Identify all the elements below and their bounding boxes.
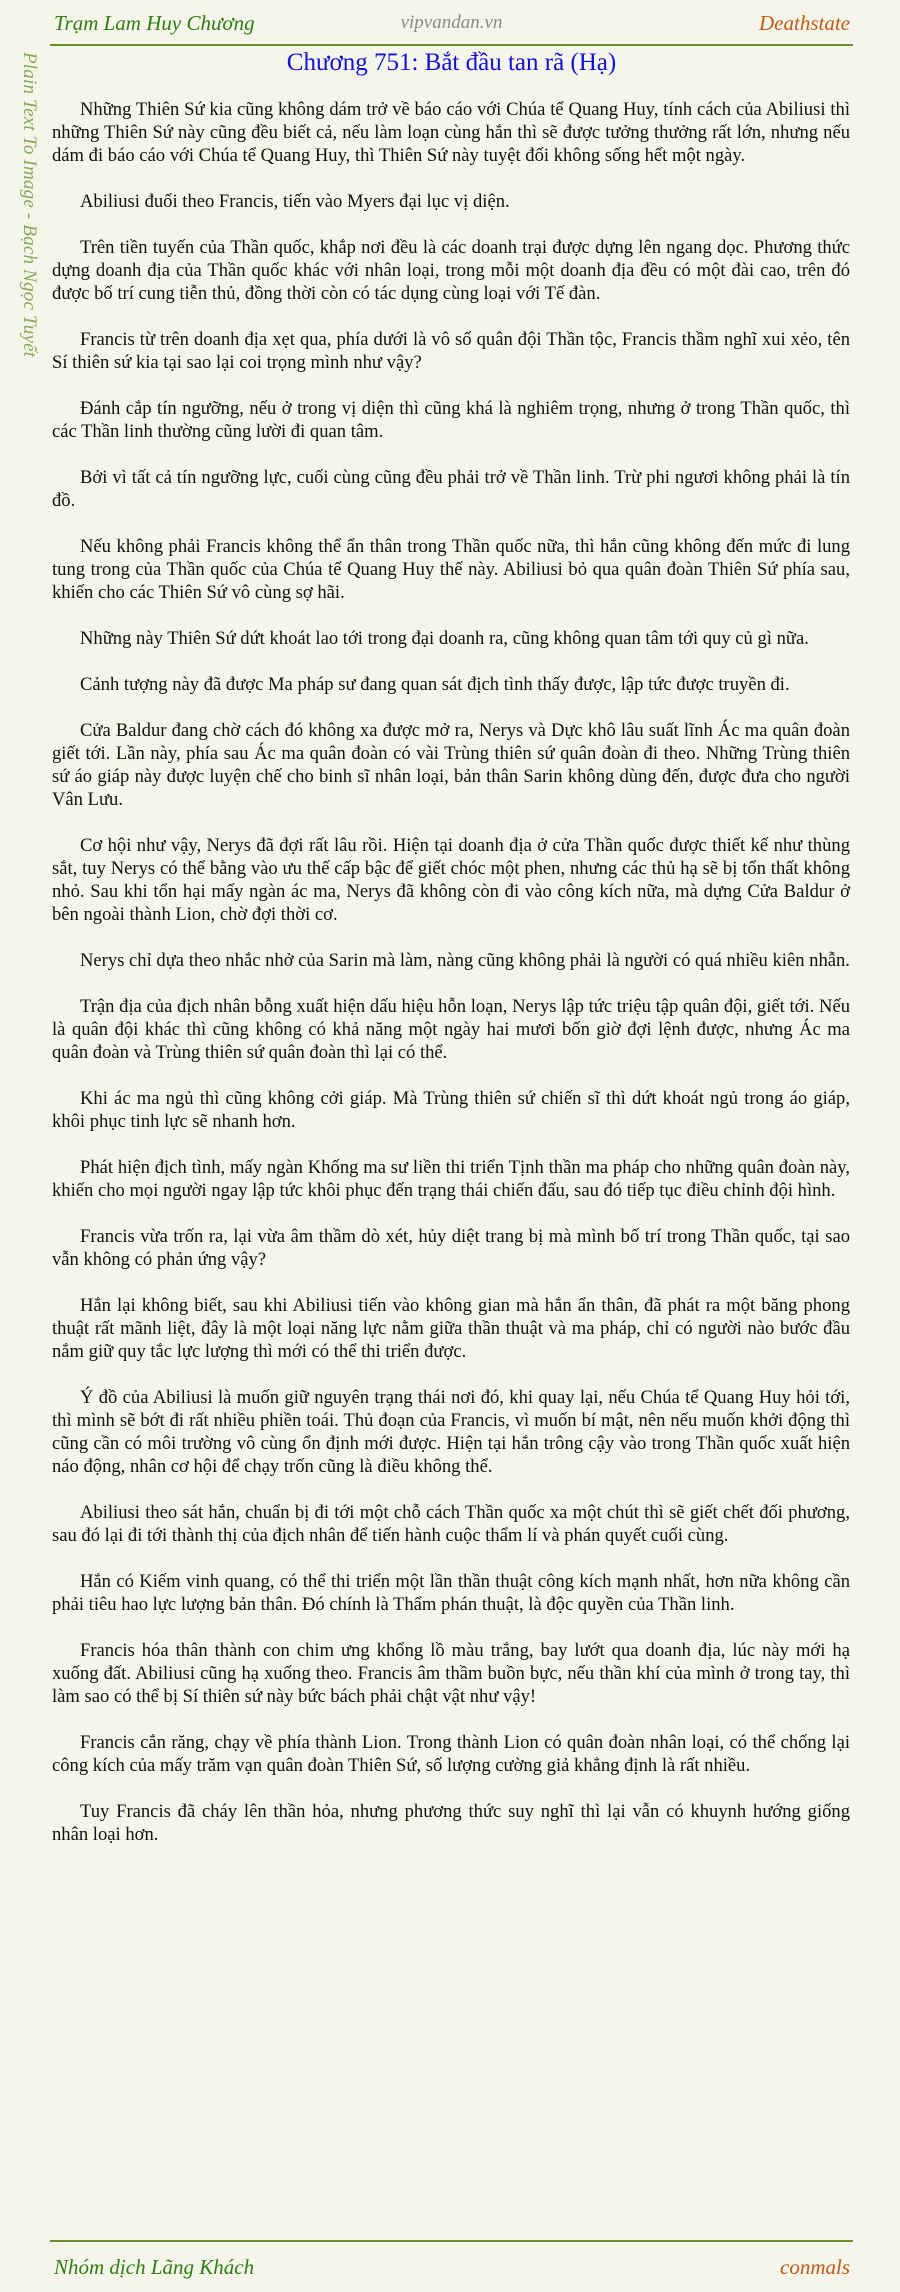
paragraph: Nerys chỉ dựa theo nhắc nhở của Sarin mà làm, nàng cũng không phải là người có quá nhiều kiên nhẫn.: [80, 950, 850, 971]
header-right-text: Deathstate: [759, 11, 850, 35]
sidebar-vertical-caption: Plain Text To Image - Bạch Ngọc Tuyết: [19, 52, 40, 358]
paragraph: Bởi vì tất cả tín ngưỡng lực, cuối cùng cũng đều phải trở về Thần linh. Trừ phi ngươi không phải là tín đồ.: [52, 467, 850, 511]
paragraph: Tuy Francis đã cháy lên thần hỏa, nhưng phương thức suy nghĩ thì lại vẫn có khuynh hướng giống nhân loại hơn.: [52, 1801, 850, 1845]
chapter-title: Chương 751: Bắt đầu tan rã (Hạ): [286, 49, 617, 76]
paragraph: Đánh cắp tín ngưỡng, nếu ở trong vị diện thì cũng khá là nghiêm trọng, nhưng ở trong Thần quốc, thì các Thần linh thường cũng lười đi quan tâm.: [52, 398, 850, 442]
paragraph: Trận địa của địch nhân bỗng xuất hiện dấu hiệu hỗn loạn, Nerys lập tức triệu tập quân đội, giết tới. Nếu là quân đội khác thì cũng không có khả năng một ngày hai mươi bốn giờ đợi lệnh được, nhưng Ác ma quân đoàn và Trùng thiên sứ quân đoàn thì lại có thể.: [52, 996, 850, 1063]
footer-right-text: conmals: [780, 2255, 850, 2279]
paragraph: Cảnh tượng này đã được Ma pháp sư đang quan sát địch tình thấy được, lập tức được truyền đi.: [80, 674, 790, 695]
paragraph: Khi ác ma ngủ thì cũng không cởi giáp. Mà Trùng thiên sứ chiến sĩ thì dứt khoát ngủ trong áo giáp, khôi phục tinh lực sẽ nhanh hơn.: [52, 1088, 850, 1132]
paragraph: Abiliusi đuổi theo Francis, tiến vào Myers đại lục vị diện.: [80, 191, 510, 212]
paragraph: Hắn lại không biết, sau khi Abiliusi tiến vào không gian mà hắn ẩn thân, đã phát ra một băng phong thuật rất mãnh liệt, đây là một loại năng lực nằm giữa thần thuật và ma pháp, chỉ có người nào bước đầu nắm giữ quy tắc lực lượng thì mới có thể thi triển được.: [52, 1295, 850, 1362]
page-footer: [50, 2240, 853, 2292]
header-left-text: Trạm Lam Huy Chương: [54, 11, 255, 35]
paragraph: Những này Thiên Sứ dứt khoát lao tới trong đại doanh ra, cũng không quan tâm tới quy củ gì nữa.: [80, 628, 809, 649]
paragraph: Phát hiện địch tình, mấy ngàn Khống ma sư liền thi triển Tịnh thần ma pháp cho những quân đoàn này, khiến cho mọi người ngay lập tức khôi phục đến trạng thái chiến đấu, sau đó tiếp tục điều chỉnh đội hình.: [52, 1157, 850, 1201]
footer-left-text: Nhóm dịch Lãng Khách: [54, 2255, 255, 2279]
paragraph: Hắn có Kiếm vinh quang, có thể thi triển một lần thần thuật công kích mạnh nhất, hơn nữa không cần phải tiêu hao lực lượng bản thân. Đó chính là Thẩm phán thuật, là độc quyền của Thần linh.: [52, 1571, 850, 1615]
paragraph: Trên tiền tuyến của Thần quốc, khắp nơi đều là các doanh trại được dựng lên ngang dọc. Phương thức dựng doanh địa của Thần quốc khác với nhân loại, trong mỗi một doanh địa đều có một đài cao, trên đó được bố trí cung tiễn thủ, đồng thời còn có tác dụng cùng loại với Tế đàn.: [52, 237, 850, 304]
paragraph: Cửa Baldur đang chờ cách đó không xa được mở ra, Nerys và Dực khô lâu suất lĩnh Ác ma quân đoàn giết tới. Lần này, phía sau Ác ma quân đoàn có vài Trùng thiên sứ quân đoàn đi theo. Những Trùng thiên sứ áo giáp này được luyện chế cho binh sĩ nhân loại, bản thân Sarin không dùng đến, được đưa cho người Vân Lưu.: [52, 720, 850, 810]
paragraph: Những Thiên Sứ kia cũng không dám trở về báo cáo với Chúa tể Quang Huy, tính cách của Abiliusi thì những Thiên Sứ này cũng đều biết cả, nếu làm loạn cùng hắn thì sẽ được tưởng thưởng rất lớn, nhưng nếu dám đi báo cáo với Chúa tể Quang Huy, thì Thiên Sứ này tuyệt đối không sống hết một ngày.: [52, 99, 850, 166]
paragraph: Francis từ trên doanh địa xẹt qua, phía dưới là vô số quân đội Thần tộc, Francis thầm nghĩ xui xẻo, tên Sí thiên sứ kia tại sao lại coi trọng mình như vậy?: [52, 329, 850, 373]
paragraph: Cơ hội như vậy, Nerys đã đợi rất lâu rồi. Hiện tại doanh địa ở cửa Thần quốc được thiết kế như thùng sắt, tuy Nerys có thể bằng vào ưu thế cấp bậc để giết chóc một phen, nhưng các thủ hạ sẽ bị tổn thất không nhỏ. Sau khi tổn hại mấy ngàn ác ma, Nerys đã không còn đi vào công kích nữa, mà dựng Cửa Baldur ở bên ngoài thành Lion, chờ đợi thời cơ.: [52, 835, 850, 925]
paragraph: Ý đồ của Abiliusi là muốn giữ nguyên trạng thái nơi đó, khi quay lại, nếu Chúa tể Quang Huy hỏi tới, thì mình sẽ bớt đi rất nhiều phiền toái. Thủ đoạn của Francis, vì muốn bí mật, nên nếu muốn khởi động thì cũng cần có môi trường vô cùng ổn định mới được. Hiện tại hắn trông cậy vào trong Thần quốc xuất hiện náo động, nhân cơ hội để chạy trốn cũng là điều không thể.: [52, 1387, 850, 1477]
header-site-name: vipvandan.vn: [400, 12, 503, 33]
paragraph: Francis cắn răng, chạy về phía thành Lion. Trong thành Lion có quân đoàn nhân loại, có thể chống lại công kích của mấy trăm vạn quân đoàn Thiên Sứ, số lượng cường giả khẳng định là rất nhiều.: [52, 1732, 850, 1776]
paragraph: Francis hóa thân thành con chim ưng khổng lồ màu trắng, bay lướt qua doanh địa, lúc này mới hạ xuống đất. Abiliusi cũng hạ xuống theo. Francis âm thầm buồn bực, nếu thần khí của mình ở trong tay, thì làm sao có thể bị Sí thiên sứ này bức bách phải chật vật như vậy!: [52, 1640, 850, 1707]
page-header: [50, 0, 853, 46]
paragraph: Nếu không phải Francis không thể ẩn thân trong Thần quốc nữa, thì hắn cũng không đến mức đi lung tung trong của Thần quốc của Chúa tể Quang Huy thế này. Abiliusi bỏ qua quân đoàn Thiên Sứ phía sau, khiến cho các Thiên Sứ vô cùng sợ hãi.: [52, 536, 850, 603]
paragraph: Francis vừa trốn ra, lại vừa âm thầm dò xét, hủy diệt trang bị mà mình bố trí trong Thần quốc, tại sao vẫn không có phản ứng vậy?: [52, 1226, 850, 1270]
paragraph: Abiliusi theo sát hắn, chuẩn bị đi tới một chỗ cách Thần quốc xa một chút thì sẽ giết chết đối phương, sau đó lại đi tới thành thị của địch nhân để tiến hành cuộc thẩm lí và phán quyết cuối cùng.: [52, 1502, 850, 1546]
chapter-body: [52, 98, 850, 1869]
